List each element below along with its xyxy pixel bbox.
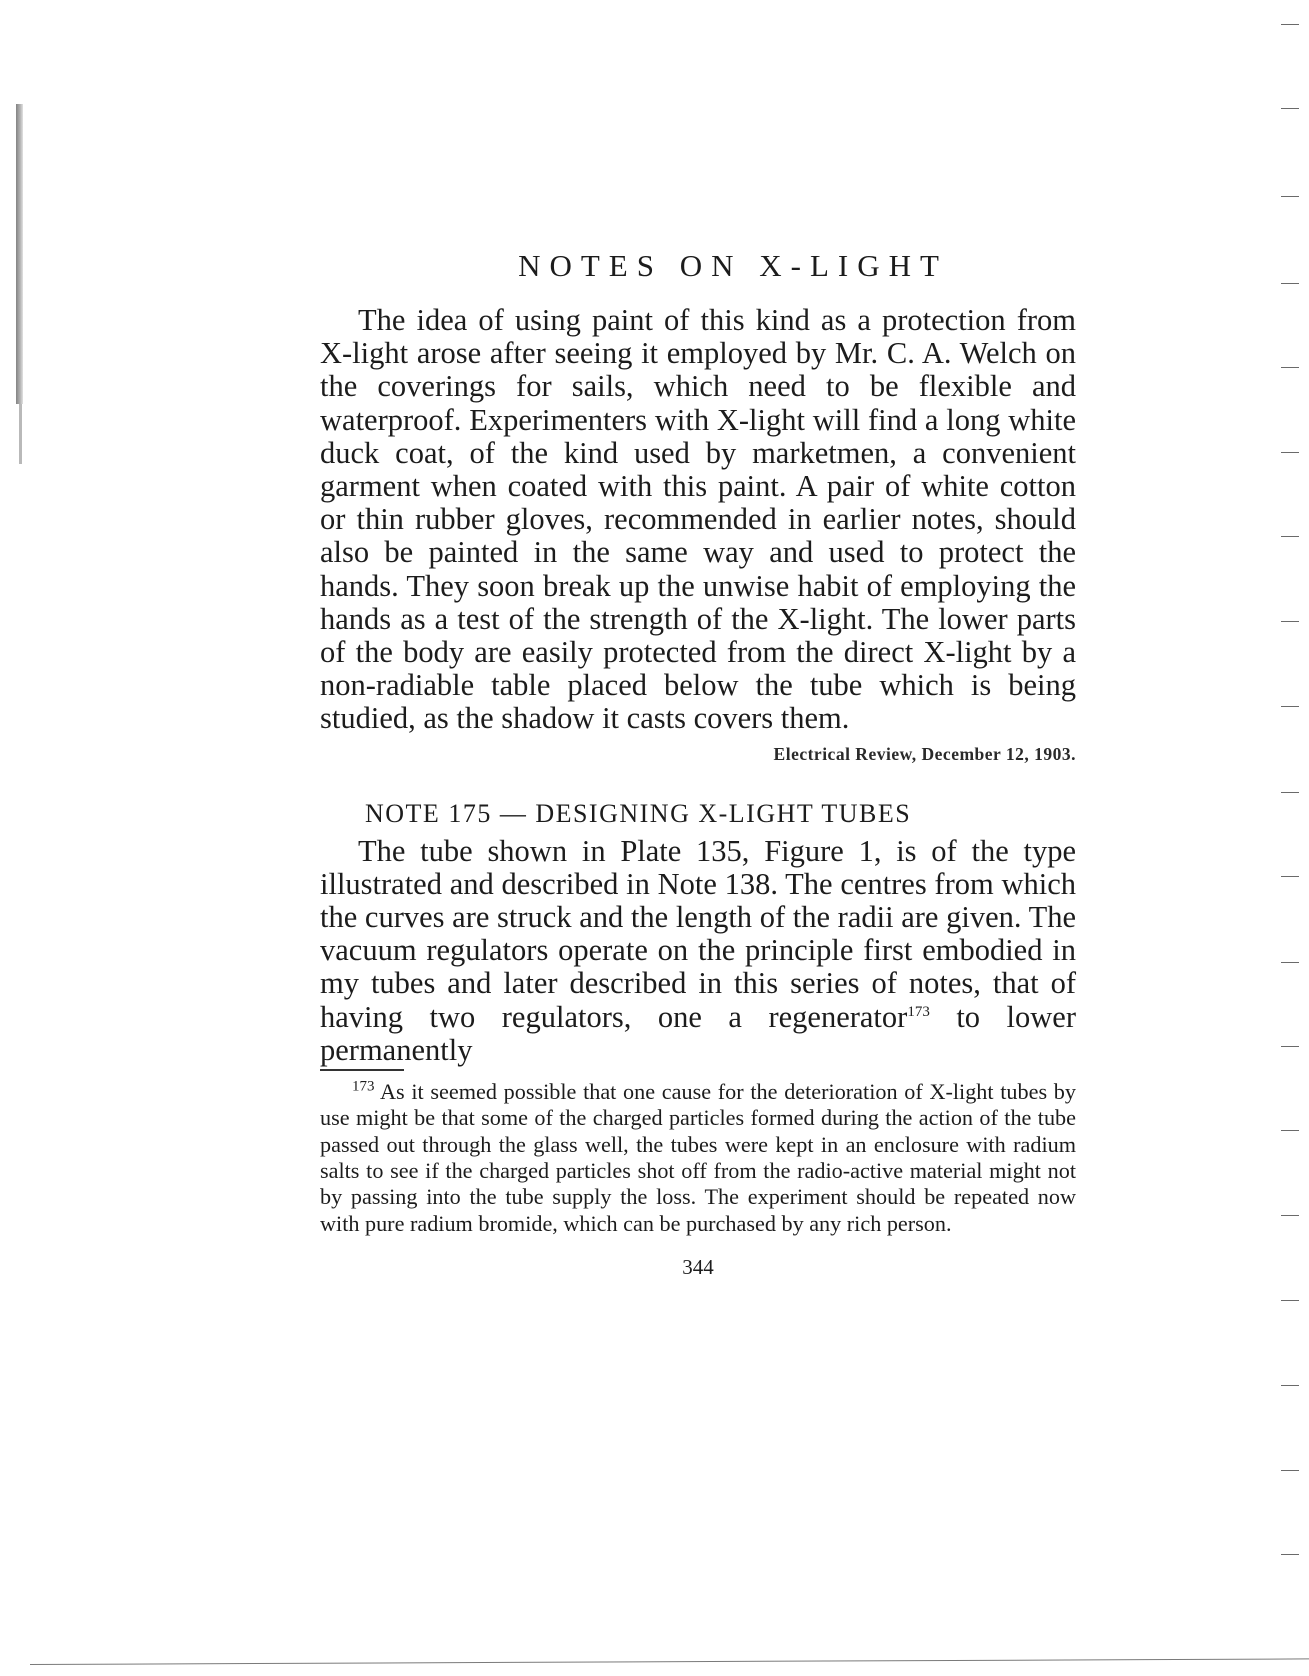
binding-edge-artifact-lower	[19, 404, 22, 464]
edge-mark	[1281, 1130, 1299, 1131]
edge-mark	[1281, 962, 1299, 963]
footnote-marker: 173	[352, 1078, 375, 1095]
binding-edge-artifact	[16, 104, 23, 404]
edge-mark	[1281, 24, 1299, 25]
edge-mark	[1281, 108, 1299, 109]
edge-mark	[1281, 876, 1299, 877]
edge-mark	[1281, 283, 1299, 284]
edge-mark	[1281, 792, 1299, 793]
citation: Electrical Review, December 12, 1903.	[773, 743, 1076, 764]
paragraph-text-continued: to lower permanently	[320, 999, 1076, 1067]
body-paragraph-2	[320, 835, 1076, 1067]
edge-mark	[1281, 1215, 1299, 1216]
page-number: 344	[682, 1254, 714, 1279]
edge-mark	[1281, 452, 1299, 453]
footnote-rule	[320, 1069, 404, 1071]
page-bottom-edge	[30, 1658, 1309, 1665]
edge-mark	[1281, 621, 1299, 622]
edge-mark	[1281, 706, 1299, 707]
edge-mark	[1281, 1385, 1299, 1386]
section-heading: NOTE 175 — DESIGNING X-LIGHT TUBES	[365, 798, 912, 828]
footnote	[320, 1079, 1076, 1237]
edge-mark	[1281, 1470, 1299, 1471]
edge-mark	[1281, 1046, 1299, 1047]
edge-mark	[1281, 536, 1299, 537]
edge-mark	[1281, 1300, 1299, 1301]
edge-mark	[1281, 1554, 1299, 1555]
page-content	[320, 248, 1076, 1280]
footnote-text: As it seemed possible that one cause for the deterioration of X-light tubes by use might be that some of the charged particles formed during the action of the tube passed out through the glass well, the tubes were kept in an enclosure with radium salts to see if the charged particles shot off from the radio-active material might not by passing into the tube supply the loss. The experiment should be repeated now with pure radium bromide, which can be purchased by any rich person.	[320, 1079, 1076, 1236]
body-paragraph: The idea of using paint of this kind as a protection from X-light arose after seeing it employed by Mr. C. A. Welch on the coverings for sails, which need to be flexible and waterproof. Experimenters with X-light will find a long white duck coat, of the kind used by marketmen, a convenient garment when coated with this paint. A pair of white cotton or thin rubber gloves, recommended in earlier notes, should also be painted in the same way and used to protect the hands. They soon break up the unwise habit of employing the hands as a test of the strength of the X-light. The lower parts of the body are easily protected from the direct X-light by a non-radiable table placed below the tube which is being studied, as the shadow it casts covers them.	[320, 303, 1076, 736]
running-head: NOTES ON X-LIGHT	[518, 248, 948, 283]
edge-mark	[1281, 367, 1299, 368]
footnote-reference: 173	[907, 1003, 930, 1020]
right-edge-marks	[1269, 0, 1309, 1676]
edge-mark	[1281, 196, 1299, 197]
paragraph-text: The tube shown in Plate 135, Figure 1, is of the type illustrated and described in Note 138. The centres from which the curves are struck and the length of the radii are given. The vacuum regulators operate on the principle first embodied in my tubes and later described in this series of notes, that of having two regulators, one a regenerator	[320, 833, 1076, 1034]
